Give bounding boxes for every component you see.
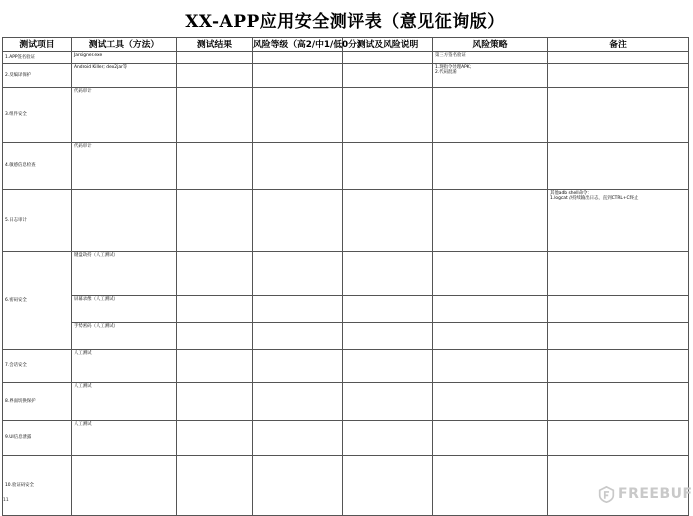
page-number: 11 [3,498,9,503]
test-item-cell: 9.UI信息泄露 [3,421,72,456]
test-item-cell: 4.敏感信息检查 [3,143,72,190]
risk-description-cell [343,252,433,296]
header-risk-description: 测试及风险说明 [343,38,433,52]
risk-level-cell [253,421,343,456]
table-row [3,64,689,88]
remarks-cell [548,64,689,88]
header-test-result: 测试结果 [177,38,253,52]
risk-description-cell [343,350,433,383]
watermark [598,484,693,504]
risk-level-cell [253,143,343,190]
table-row [3,323,689,350]
risk-level-cell [253,252,343,296]
risk-level-cell [253,64,343,88]
test-tool-cell [72,190,177,252]
test-tool-cell: 代码审计 [72,143,177,190]
risk-strategy-cell [433,143,548,190]
test-tool-cell: 人工测试 [72,421,177,456]
test-item-cell: 8.界面切换保护 [3,383,72,421]
evaluation-table [2,37,689,516]
risk-strategy-cell [433,323,548,350]
test-result-cell [177,64,253,88]
test-tool-cell: Android Killer; dex2jar等 [72,64,177,88]
risk-level-cell [253,350,343,383]
page-title: XX-APP应用安全测评表（意见征询版） [185,11,505,32]
risk-level-cell [253,52,343,64]
risk-description-cell [343,323,433,350]
test-item-cell: 5.日志审计 [3,190,72,252]
risk-description-cell [343,190,433,252]
test-result-cell [177,143,253,190]
risk-strategy-cell [433,190,548,252]
risk-description-cell [343,143,433,190]
test-result-cell [177,383,253,421]
header-test-item: 测试项目 [3,38,72,52]
risk-strategy-cell [433,421,548,456]
test-result-cell [177,88,253,143]
risk-description-cell [343,456,433,516]
table-row [3,456,689,516]
remarks-cell [548,350,689,383]
test-tool-cell: 人工测试 [72,350,177,383]
header-risk-level: 风险等级（高2/中1/低0分） [253,39,366,50]
header-remarks: 备注 [548,38,689,52]
remarks-cell: 其他adb shell命令： 1.logcat //持续输出日志，直到CTRL+C终止 [548,190,689,252]
risk-description-cell [343,88,433,143]
risk-strategy-cell [433,383,548,421]
risk-description-cell [343,296,433,323]
table-row [3,52,689,64]
risk-strategy-cell [433,88,548,143]
test-item-cell: 7.会话安全 [3,350,72,383]
risk-level-cell [253,323,343,350]
table-header-row [3,38,689,52]
risk-description-cell [343,52,433,64]
watermark-text: FREEBUF [618,486,693,502]
table-row [3,252,689,296]
risk-strategy-cell [433,296,548,323]
risk-description-cell [343,383,433,421]
remarks-cell [548,323,689,350]
test-result-cell [177,252,253,296]
remarks-cell [548,296,689,323]
test-tool-cell: 键盘劫持（人工测试） [72,252,177,296]
test-tool-cell: 代码审计 [72,88,177,143]
test-item-cell: 10.验证码安全 [3,456,72,516]
test-tool-cell: 屏幕录像（人工测试） [72,296,177,323]
test-result-cell [177,421,253,456]
risk-strategy-cell [433,350,548,383]
remarks-cell [548,252,689,296]
risk-level-cell [253,190,343,252]
test-result-cell [177,456,253,516]
risk-description-cell [343,64,433,88]
header-risk-strategy: 风险策略 [433,38,548,52]
risk-level-cell [253,383,343,421]
test-item-cell: 2.反编译保护 [3,64,72,88]
test-result-cell [177,323,253,350]
risk-strategy-cell [433,456,548,516]
table-row [3,190,689,252]
freebuf-logo-icon [598,486,615,503]
remarks-cell [548,421,689,456]
remarks-cell [548,383,689,421]
remarks-cell [548,143,689,190]
test-tool-cell: Jarsigner.exe [72,52,177,64]
header-test-tool: 测试工具（方法） [72,38,177,52]
table-row [3,383,689,421]
risk-strategy-cell: 1.现指令处理APK； 2.代码混淆 [433,64,548,88]
test-item-cell: 3.组件安全 [3,88,72,143]
table-row [3,143,689,190]
risk-strategy-cell: 第三方签名验证 [433,52,548,64]
risk-level-cell [253,88,343,143]
test-tool-cell: 手势密码（人工测试） [72,323,177,350]
test-result-cell [177,190,253,252]
test-result-cell [177,296,253,323]
table-row [3,350,689,383]
remarks-cell [548,88,689,143]
risk-strategy-cell [433,252,548,296]
test-item-cell: 6.密码安全 [3,252,72,350]
remarks-cell [548,52,689,64]
test-result-cell [177,52,253,64]
test-tool-cell: 人工测试 [72,383,177,421]
table-row [3,296,689,323]
test-tool-cell [72,456,177,516]
table-row [3,421,689,456]
risk-level-cell [253,456,343,516]
risk-level-cell [253,296,343,323]
test-item-cell: 1.APP签名验证 [3,52,72,64]
risk-description-cell [343,421,433,456]
table-row [3,88,689,143]
test-result-cell [177,350,253,383]
